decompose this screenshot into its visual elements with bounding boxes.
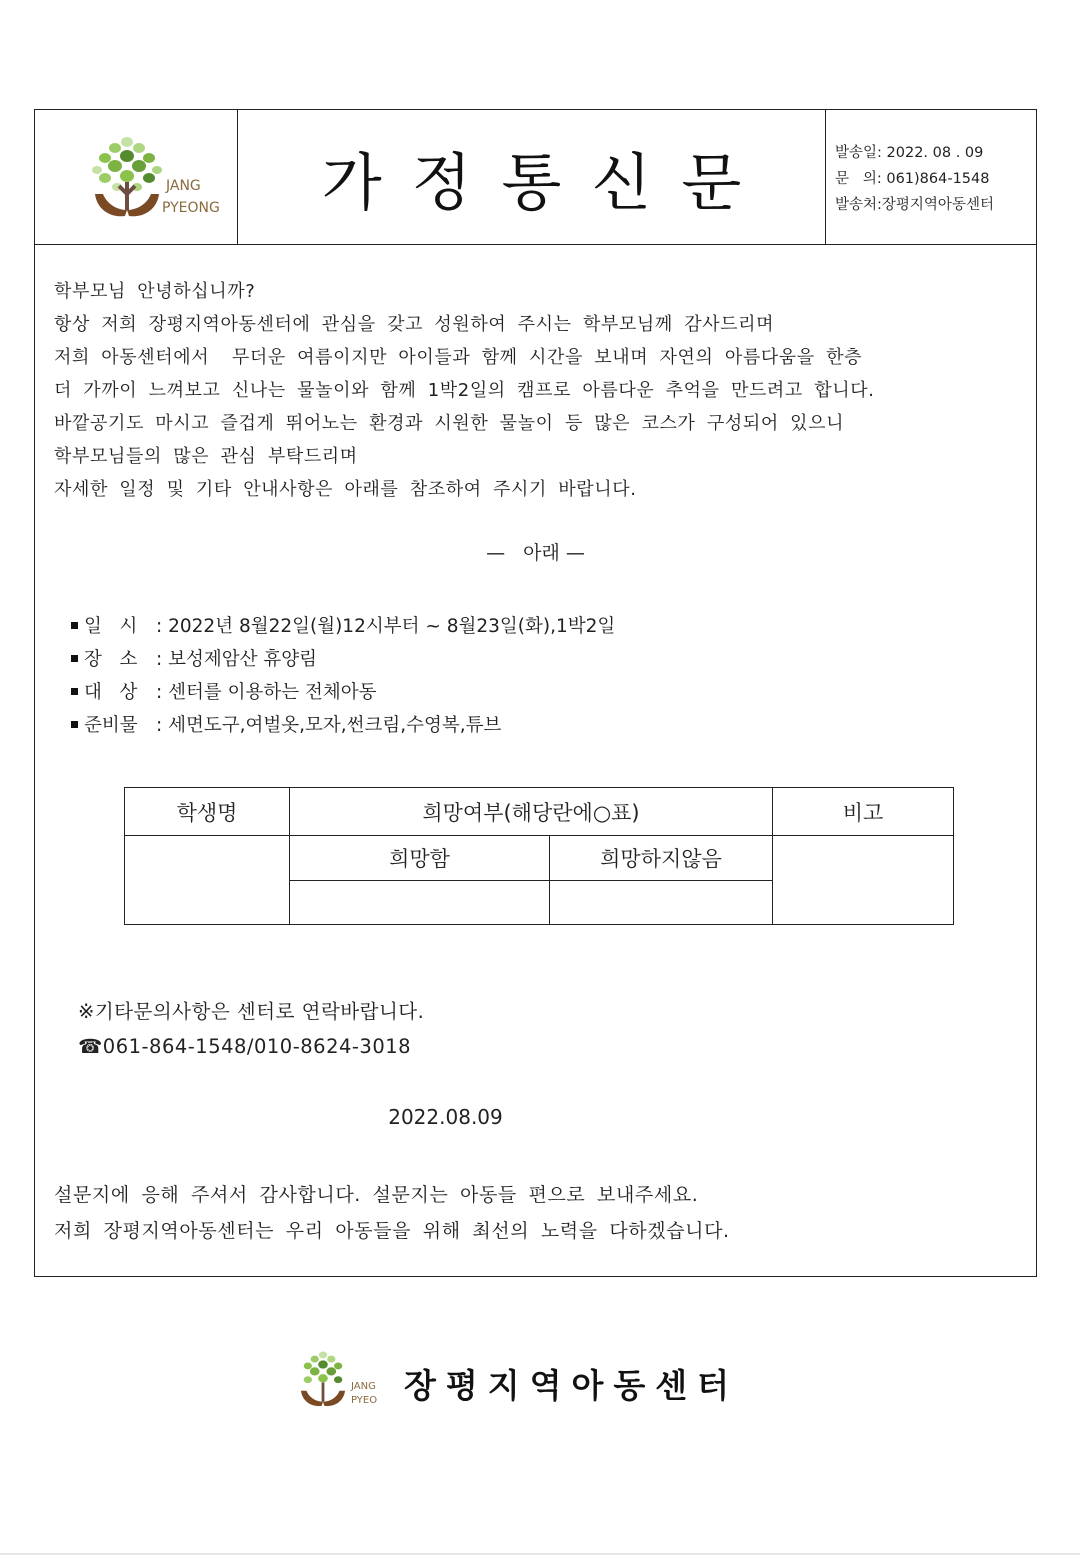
- info-cell: [826, 110, 1036, 244]
- sender-label: 발송처:: [835, 197, 882, 213]
- sent-date: 2022. 08 . 09: [886, 145, 984, 161]
- issue-date: 2022.08.09: [388, 1105, 503, 1129]
- bullet-icon: [71, 655, 78, 662]
- notice-frame: [34, 109, 1037, 1277]
- contact-info: [78, 994, 424, 1064]
- sender-row: [835, 192, 1036, 218]
- closing-line: 저희 장평지역아동센터는 우리 아동들을 위해 최선의 노력을 다하겠습니다.: [54, 1220, 730, 1242]
- contact-note: ※기타문의사항은 센터로 연락바랍니다.: [78, 1000, 425, 1023]
- detail-row: [71, 709, 615, 742]
- detail-value: : 센터를 이용하는 전체아동: [156, 682, 377, 703]
- wish-no-cell[interactable]: [550, 881, 773, 925]
- body-line: 학부모님들의 많은 관심 부탁드리며: [54, 446, 358, 467]
- logo-text-pyeong: PYEONG: [162, 200, 220, 216]
- body-line: 자세한 일정 및 기타 안내사항은 아래를 참조하여 주시기 바랍니다.: [54, 479, 637, 500]
- bullet-icon: [71, 622, 78, 629]
- sent-date-label: 발송일:: [835, 145, 882, 161]
- footer-logo-text-jang: JANG: [351, 1381, 376, 1392]
- contact-phone: ☎061-864-1548/010-8624-3018: [78, 1035, 412, 1058]
- sender-name: 장평지역아동센터: [881, 197, 994, 213]
- student-name-header: 학생명: [125, 788, 290, 836]
- header: [35, 110, 1036, 245]
- sent-date-row: [835, 140, 1036, 166]
- body-line: 바깥공기도 마시고 즐겁게 뛰어노는 환경과 시원한 물놀이 등 많은 코스가 구성되어 있으니: [54, 413, 845, 434]
- detail-label: 일 시: [84, 616, 138, 637]
- logo-text-jang: JANG: [166, 178, 201, 194]
- inquiry-phone: 061)864-1548: [886, 171, 990, 187]
- note-cell[interactable]: [773, 836, 954, 925]
- inquiry-label: 문 의:: [835, 171, 882, 187]
- body-line: 학부모님 안녕하십니까?: [54, 281, 256, 302]
- below-heading: — 아래 —: [486, 542, 585, 564]
- closing-line: 설문지에 응해 주셔서 감사합니다. 설문지는 아동들 편으로 보내주세요.: [54, 1184, 699, 1206]
- detail-row: [71, 676, 615, 709]
- body-line: 저희 아동센터에서 무더운 여름이지만 아이들과 함께 시간을 보내며 자연의 아름다움을 한층: [54, 347, 863, 368]
- bullet-icon: [71, 721, 78, 728]
- note-header: 비고: [773, 788, 954, 836]
- body-line: 항상 저희 장평지역아동센터에 관심을 갖고 성원하여 주시는 학부모님께 감사드리며: [54, 314, 775, 335]
- closing-text: [54, 1177, 730, 1249]
- detail-label: 장 소: [84, 649, 138, 670]
- detail-label: 대 상: [84, 682, 138, 703]
- detail-value: : 2022년 8월22일(월)12시부터 ~ 8월23일(화),1박2일: [156, 616, 616, 637]
- logo-cell: [35, 110, 238, 244]
- page-title: 가정통신문: [321, 145, 772, 219]
- event-details: [71, 610, 615, 742]
- student-name-cell[interactable]: [125, 836, 290, 925]
- footer-center-name: 장평지역아동센터: [404, 1366, 740, 1405]
- title-cell: [238, 110, 826, 244]
- center-logo-icon: [87, 132, 167, 222]
- wish-header: 희망여부(해당란에○표): [290, 788, 773, 836]
- detail-row: [71, 643, 615, 676]
- bullet-icon: [71, 688, 78, 695]
- detail-row: [71, 610, 615, 643]
- inquiry-row: [835, 166, 1036, 192]
- bottom-divider: [0, 1553, 1080, 1555]
- footer-logo-text-pyeo: PYEO: [351, 1395, 378, 1406]
- detail-label: 준비물: [84, 715, 138, 736]
- footer-logo-icon: [295, 1348, 351, 1410]
- wish-no-header: 희망하지않음: [550, 836, 773, 881]
- survey-table: [124, 787, 954, 925]
- wish-yes-cell[interactable]: [290, 881, 550, 925]
- letter-body: [54, 275, 875, 506]
- detail-value: : 보성제암산 휴양림: [156, 649, 317, 670]
- body-line: 더 가까이 느껴보고 신나는 물놀이와 함께 1박2일의 캠프로 아름다운 추억을 만드려고 합니다.: [54, 380, 875, 401]
- wish-yes-header: 희망함: [290, 836, 550, 881]
- detail-value: : 세면도구,여벌옷,모자,썬크림,수영복,튜브: [156, 715, 502, 736]
